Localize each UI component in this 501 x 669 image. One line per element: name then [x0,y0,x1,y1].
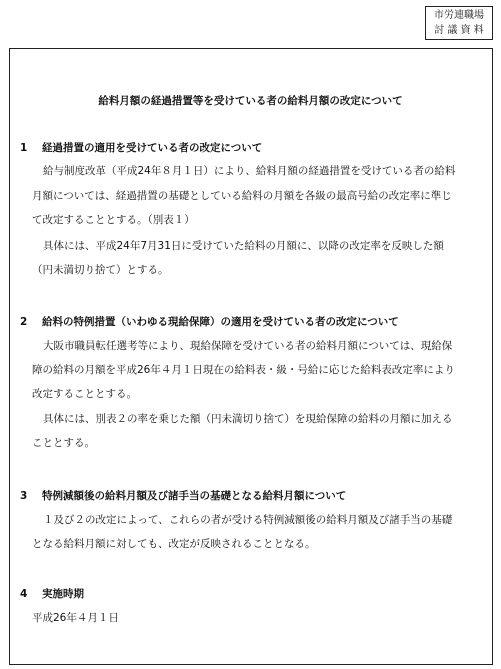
section-3-line-1: １及び２の改定によって、これらの者が受ける特例減額後の給料月額及び諸手当の基礎 [43,514,453,526]
section-3-title: 特例減額後の給料月額及び諸手当の基礎となる給料月額について [42,490,347,502]
discussion-material-stamp [425,6,493,40]
section-1-line-3: て改定することとする。（別表１） [32,214,195,226]
section-3-number: 3 [20,490,28,502]
section-1-title: 経過措置の適用を受けている者の改定について [42,142,263,154]
document-title: 給料月額の経過措置等を受けている者の給料月額の改定について [98,95,403,107]
section-4-number: 4 [20,588,28,600]
section-3-heading [20,488,346,503]
section-2-line-3: 改定することとする。 [32,388,137,400]
section-4-line-1: 平成26年４月１日 [32,612,119,624]
section-2-line-5: こととする。 [32,437,95,449]
section-2-line-2: 障の給料の月額を平成26年４月１日現在の給料表・級・号給に応じた給料表改定率により [32,364,455,376]
section-1-number: 1 [20,142,28,154]
section-4-title: 実施時期 [42,588,84,600]
section-1-line-5: （円未満切り捨て）とする。 [32,264,169,276]
section-2-number: 2 [20,316,28,328]
section-1-line-4: 具体には、平成24年7月31日に受けていた給料の月額に、以降の改定率を反映した額 [43,240,444,252]
stamp-line-2: 討 議 資 料 [434,25,484,36]
section-2-heading [20,314,399,329]
section-2-line-4: 具体には、別表２の率を乗じた額（円未満切り捨て）を現給保障の給料の月額に加える [43,413,453,425]
section-4-heading [20,586,84,601]
section-1-heading [20,140,262,155]
section-3-line-2: となる給料月額に対しても、改定が反映されることとなる。 [32,538,316,550]
section-2-line-1: 大阪市職員転任選考等により、現給保障を受けている者の給料月額については、現給保 [43,340,453,352]
section-2-title: 給料の特例措置（いわゆる現給保障）の適用を受けている者の改定について [42,316,399,328]
stamp-line-1: 市労連職場 [434,10,484,21]
section-1-line-1: 給与制度改革（平成24年８月１日）により、給料月額の経過措置を受けている者の給料 [43,165,456,177]
section-1-line-2: 月額については、経過措置の基礎としている給料の月額を各級の最高号給の改定率に準じ [32,190,452,202]
